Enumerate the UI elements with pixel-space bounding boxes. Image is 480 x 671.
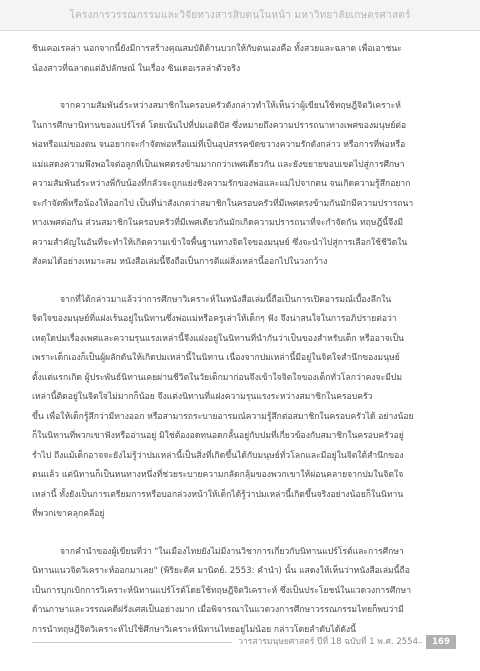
paragraph-4 — [32, 543, 448, 641]
text-line: จะกำจัดพี่หรือน้องให้ออกไป เป็นที่น่าสังเกตว่าสมาชิกในครอบครัวที่มีเพศตรงข้ามกันมักมีความปรารถนา — [32, 198, 414, 209]
text-line: เหล่านี้ ทั้งยังเป็นการเตรียมการหรือบอกล่วงหน้าให้เด็กได้รู้ว่าปมเหล่านี้เกิดขึ้นจริงอย่างน้อยก็ในนิทาน — [32, 489, 404, 500]
text-line: จิตใจของมนุษย์ที่แฝงเร้นอยู่ในนิทานซึ่งพ่อแม่หรือครูเล่าให้เด็กๆ ฟัง จึงน่าสนใจในการอภิปรายต่อว่า — [32, 314, 397, 324]
text-line: จากความสัมพันธ์ระหว่างสมาชิกในครอบครัวดังกล่าวทำให้เห็นว่าผู้เขียนใช้ทฤษฎีจิตวิเคราะห์ — [60, 101, 401, 111]
text-line: ร่ำไป ถึงแม้เด็กอาจจะยังไม่รู้ว่าปมเหล่านี้เป็นสิ่งที่เกิดขึ้นได้กับมนุษย์ทั่วโลกและมีอยู่ในจิตใต้สำนึกของ — [32, 450, 404, 461]
journal-citation: วารสารมนุษยศาสตร์ ปีที่ 18 ฉบับที่ 1 พ.ศ. 2554 — [232, 635, 418, 649]
paragraph-1 — [32, 40, 448, 79]
page-footer — [0, 635, 480, 649]
paragraph-2 — [32, 97, 448, 273]
running-header — [0, 0, 480, 31]
text-line: น้องสาวที่ฉลาดแต่อัปลักษณ์ ในเรื่อง ซินเดอเรลล่าตัวจริง — [32, 63, 241, 74]
text-line: การนำทฤษฎีจิตวิเคราะห์ไปใช้ศึกษาวิเคราะห์นิทานไทยอยู่ไม่น้อย กล่าวโดยลำดับได้ดังนี้ — [32, 624, 356, 635]
text-line: ทางเพศต่อกัน ส่วนสมาชิกในครอบครัวที่มีเพศเดียวกันมักเกิดความปรารถนาที่จะกำจัดกัน ทฤษฎีนี้จึงมี — [32, 218, 404, 228]
text-line: เหตุใดปมเรื่องเพศและความรุนแรงเหล่านี้จึงแฝงอยู่ในนิทานที่นำกันว่าเป็นของสำหรับเด็ก หรืออาจเป็น — [32, 333, 405, 344]
text-line: เป็นการบุกเบิกการวิเคราะห์นิทานแปร์โรต์โดยใช้ทฤษฎีจิตวิเคราะห์ ซึ่งเป็นประโยชน์ในแวดวงการศึกษา — [32, 585, 412, 596]
text-line: ขึ้น เพื่อให้เด็กรู้สึกว่ามีทางออก หรือสามารถระบายอารมณ์ความรู้สึกต่อสมาชิกในครอบครัวได้ อย่างน้อย — [32, 411, 414, 422]
paragraph-3 — [32, 291, 448, 525]
text-line: สังคมได้อย่างเหมาะสม หนังสือเล่มนี้จึงถือเป็นการตีแผ่สิ่งเหล่านี้ออกไปในวงกว้าง — [32, 257, 328, 267]
article-body — [32, 40, 448, 640]
text-line: พ่อหรือแม่ของตน จนอยากจะกำจัดพ่อหรือแม่ที่เป็นอุปสรรคขัดขวางความรักดังกล่าว หรือการที่พ่อหรือ — [32, 140, 406, 150]
text-line: ที่พวกเขาคลุกคลีอยู่ — [32, 509, 105, 519]
text-line: นิทานแนวจิตวิเคราะห์ออกมาเลย" (พิริยะดิศ มานิตย์. 2553: คำนำ) นั้น แสดงให้เห็นว่าหนังสือเล่มนี้ถือ — [32, 566, 410, 576]
text-line: ตั้งแต่แรกเกิด ผู้ประพันธ์นิทานเคยผ่านชีวิตในวัยเด็กมาก่อนจึงเข้าใจจิตใจของเด็กทั่วโลกว่าคงจะมีปม — [32, 372, 403, 383]
text-line: เหล่านี้ติดอยู่ในจิตใจไม่มากก็น้อย จึงแต่งนิทานที่แฝงความรุนแรงระหว่างสมาชิกในครอบครัว — [32, 392, 373, 402]
text-line: ในการศึกษานิทานของแปร์โรต์ โดยเน้นไปที่ปมเอดิปัส ซึ่งหมายถึงความปรารถนาทางเพศของมนุษย์ต่อ — [32, 120, 407, 131]
text-line: จากที่ได้กล่าวมาแล้วว่าการศึกษาวิเคราะห์ในหนังสือเล่มนี้ถือเป็นการเปิดอารมณ์เบื้องลึกใน — [60, 294, 392, 305]
page-number: 169 — [426, 635, 456, 649]
text-line: แม่แสดงความพึงพอใจต่อลูกที่เป็นเพศตรงข้ามมากกว่าเพศเดียวกัน และยังขยายขอบเขตไปสู่การศึกษา — [32, 159, 405, 170]
text-line: ตนแล้ว แต่นิทานก็เป็นหนทางหนึ่งที่ช่วยระบายความกลัดกลุ้มของพวกเขาให้ผ่อนคลายจากปมในจิตใจ — [32, 470, 404, 480]
header-title: โครงการวรรณกรรมและวิจัยทางสารสิบตนในหน้า มหาวิทยาลัยเกษตรศาสตร์ — [69, 9, 411, 21]
text-line: ความสัมพันธ์ระหว่างพี่กับน้องที่กลัวจะถูกแย่งชิงความรักของพ่อและแม่ไปจากตน จนเกิดความรู้สึกอยาก — [32, 179, 411, 189]
text-line: ชินเคอเรลล่า นอกจากนี้ยังมีการสร้างคุณสมบัติด้านบวกให้กับตนเองคือ ทั้งสวยและฉลาด เพื่อเอาชนะ — [32, 44, 402, 54]
text-line: เพราะเด็กเองก็เป็นผู้ผลักดันให้เกิดปมเหล่านี้ในนิทาน เนื่องจากปมเหล่านี้มีอยู่ในจิตใจสำนึกของมนุษย์ — [32, 353, 400, 363]
text-line: จากคำนำของผู้เขียนที่ว่า "ในเมืองไทยยังไม่มีงานวิชาการเกี่ยวกับนิทานแปร์โรต์และการศึกษา — [60, 546, 404, 557]
text-line: ด้านภาษาและวรรณคดีฝรั่งเศสเป็นอย่างมาก เมื่อพิจารณาในแวดวงการศึกษาวรรณกรรมไทยก็พบว่ามี — [32, 605, 404, 615]
text-line: ก็ในนิทานที่พวกเขาฟังหรืออ่านอยู่ มิใช่ต้องอดทนอดกลั้นอยู่กับปมที่เกี่ยวข้องกับสมาชิกในครอบครัวอยู่ — [32, 431, 404, 441]
text-line: ความสำคัญในอันที่จะทำให้เกิดความเข้าใจพื้นฐานทางจิตใจของมนุษย์ ซึ่งจะนำไปสู่การเลือกใช้ชีวิตใน — [32, 237, 408, 248]
